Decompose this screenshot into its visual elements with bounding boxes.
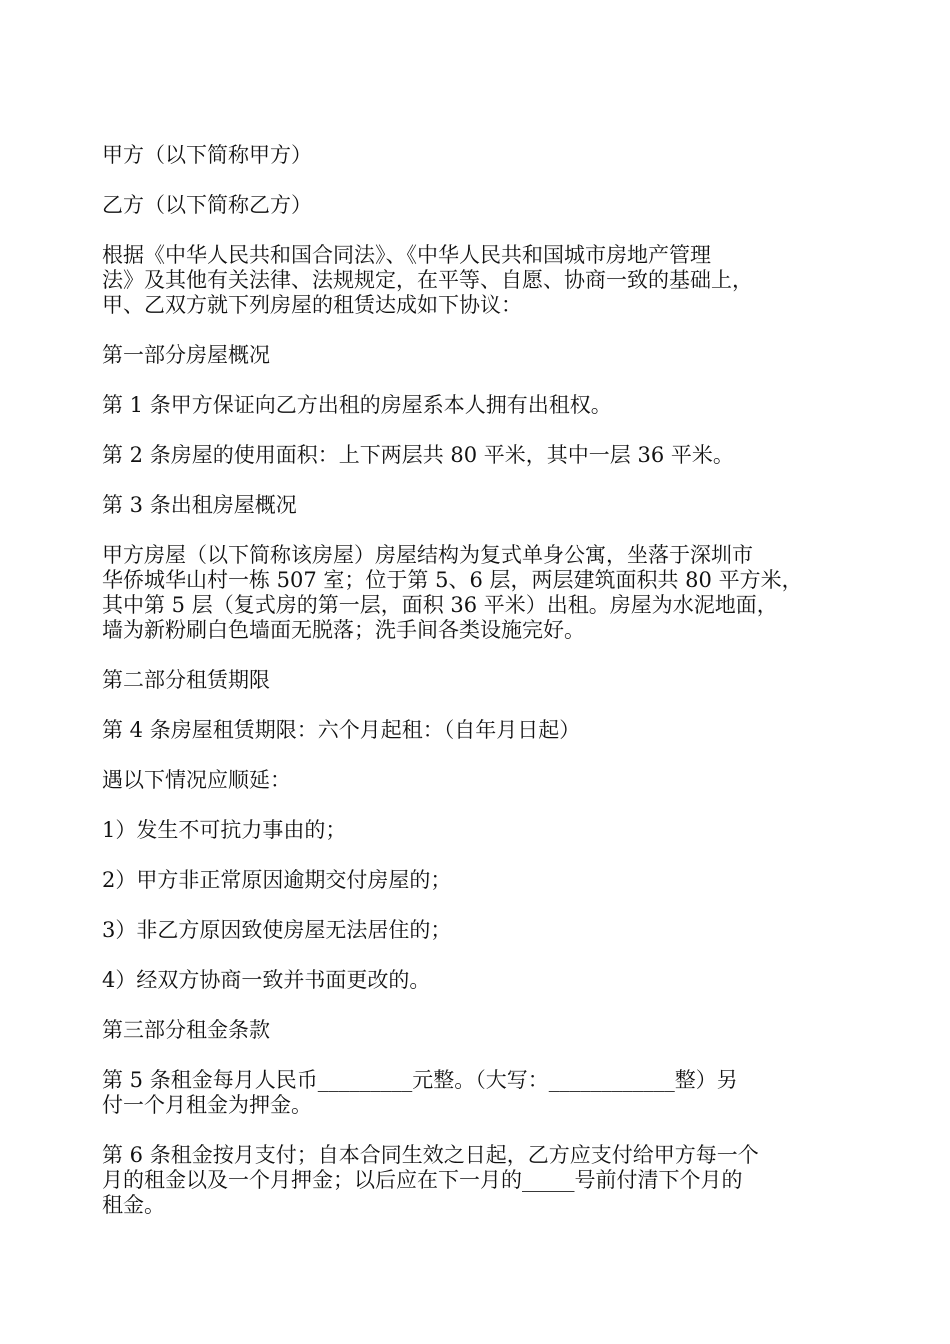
article-4: 第 4 条房屋租赁期限：六个月起租：（自年月日起） [102, 718, 581, 742]
extension-conditions-heading: 遇以下情况应顺延： [102, 768, 291, 792]
extension-condition-3: 3）非乙方原因致使房屋无法居住的； [102, 918, 452, 942]
section-2-heading: 第二部分租赁期限 [102, 668, 270, 692]
article-5: 第 5 条租金每月人民币_________元整。（大写：____________整）另 付一个月租金为押金。 [102, 1068, 738, 1117]
legal-basis-paragraph: 根据《中华人民共和国合同法》、《中华人民共和国城市房地产管理 法》及其他有关法律、法规规定，在平等、自愿、协商一致的基础上， 甲、乙双方就下列房屋的租赁达成如下协议： [102, 243, 753, 317]
document-body [102, 143, 862, 1243]
party-a-line: 甲方（以下简称甲方） [102, 143, 312, 167]
section-3-heading: 第三部分租金条款 [102, 1018, 270, 1042]
extension-condition-2: 2）甲方非正常原因逾期交付房屋的； [102, 868, 452, 892]
extension-condition-1: 1）发生不可抗力事由的； [102, 818, 347, 842]
section-1-heading: 第一部分房屋概况 [102, 343, 270, 367]
article-6: 第 6 条租金按月支付；自本合同生效之日起，乙方应支付给甲方每一个 月的租金以及一个月押金；以后应在下一月的_____号前付清下个月的 租金。 [102, 1143, 759, 1217]
article-1: 第 1 条甲方保证向乙方出租的房屋系本人拥有出租权。 [102, 393, 612, 417]
extension-condition-4: 4）经双方协商一致并书面更改的。 [102, 968, 431, 992]
party-b-line: 乙方（以下简称乙方） [102, 193, 312, 217]
article-2: 第 2 条房屋的使用面积：上下两层共 80 平米，其中一层 36 平米。 [102, 443, 734, 467]
article-3-heading: 第 3 条出租房屋概况 [102, 493, 297, 517]
property-description-paragraph: 甲方房屋（以下简称该房屋）房屋结构为复式单身公寓，坐落于深圳市 华侨城华山村一栋 507 室；位于第 5、6 层，两层建筑面积共 80 平方米， 其中第 5 层（复式房的第一层，面积 36 平米）出租。房屋为水泥地面， 墙为新粉刷白色墙面无脱落；洗手间各类设施完好。 [102, 543, 803, 642]
